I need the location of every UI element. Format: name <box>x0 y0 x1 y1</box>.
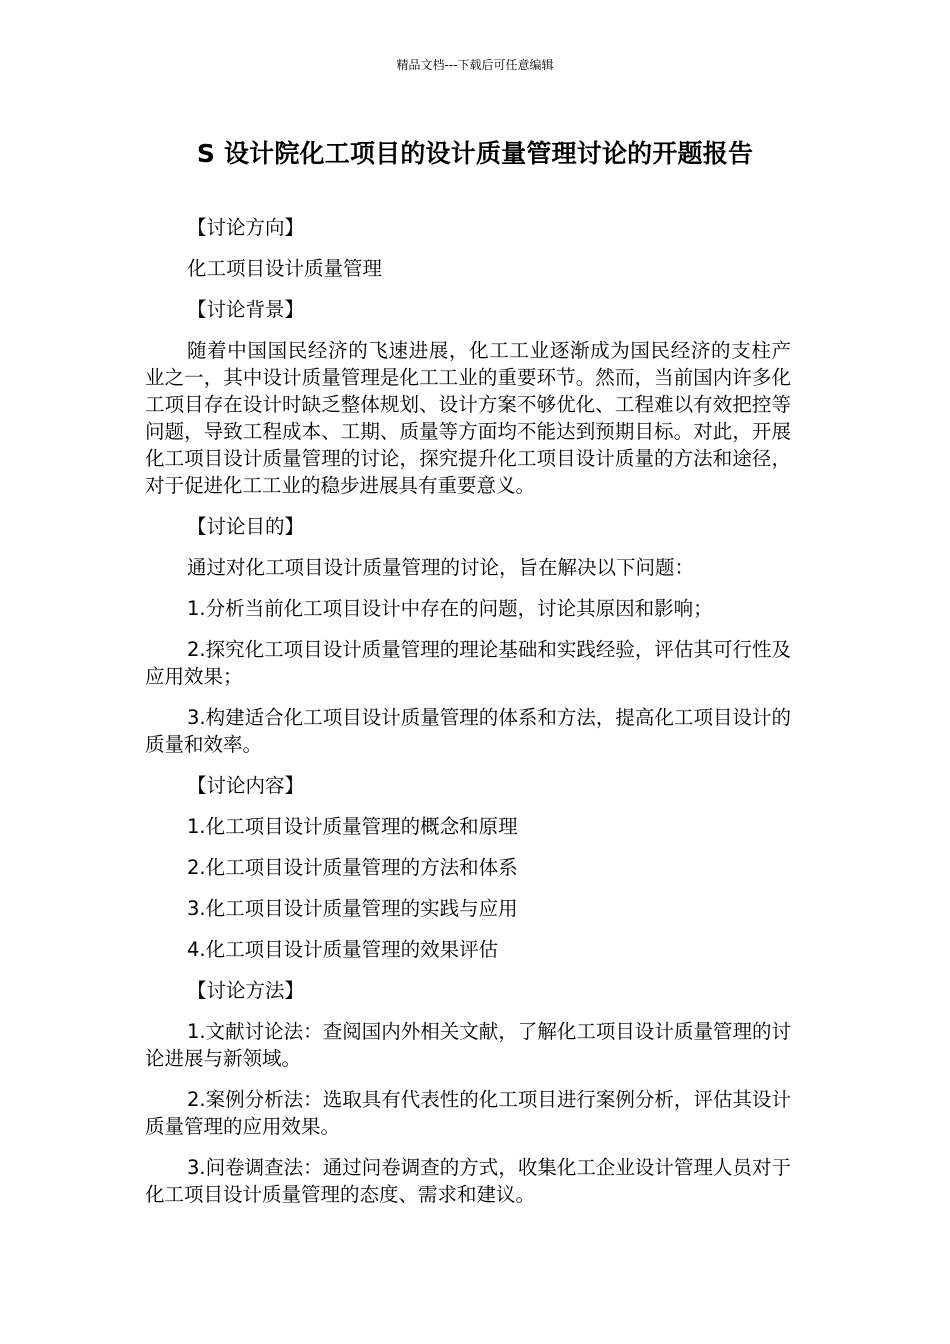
section-heading-methods: 【讨论方法】 <box>187 979 305 1002</box>
page-header: 精品文档---下载后可任意编辑 <box>396 58 554 72</box>
list-item: 3.构建适合化工项目设计质量管理的体系和方法，提高化工项目设计的质量和效率。 <box>145 706 791 756</box>
section-heading-content: 【讨论内容】 <box>187 774 305 797</box>
paragraph: 随着中国国民经济的飞速进展，化工工业逐渐成为国民经济的支柱产业之一，其中设计质量管理是化工工业的重要环节。然而，当前国内许多化工项目存在设计时缺乏整体规划、设计方案不够优化、工程难以有效把控等问题，导致工程成本、工期、质量等方面均不能达到预期目标。对此，开展化工项目设计质量管理的讨论，探究提升化工项目设计质量的方法和途径，对于促进化工工业的稳步进展具有重要意义。 <box>145 339 791 497</box>
list-item: 2.化工项目设计质量管理的方法和体系 <box>187 856 518 879</box>
list-item: 2.案例分析法：选取具有代表性的化工项目进行案例分析，评估其设计质量管理的应用效果。 <box>145 1088 791 1138</box>
list-item: 3.化工项目设计质量管理的实践与应用 <box>187 897 518 920</box>
section-heading-direction: 【讨论方向】 <box>187 216 305 239</box>
list-item: 4.化工项目设计质量管理的效果评估 <box>187 938 499 961</box>
list-item: 2.探究化工项目设计质量管理的理论基础和实践经验，评估其可行性及应用效果； <box>145 638 791 688</box>
list-item: 1.文献讨论法：查阅国内外相关文献，了解化工项目设计质量管理的讨论进展与新领域。 <box>145 1020 791 1070</box>
paragraph: 化工项目设计质量管理 <box>187 257 383 280</box>
list-item: 1.分析当前化工项目设计中存在的问题，讨论其原因和影响； <box>187 597 713 620</box>
list-item: 3.问卷调查法：通过问卷调查的方式，收集化工企业设计管理人员对于化工项目设计质量管理的态度、需求和建议。 <box>145 1156 791 1206</box>
document-body <box>145 214 791 1222</box>
list-item: 1.化工项目设计质量管理的概念和原理 <box>187 815 518 838</box>
paragraph: 通过对化工项目设计质量管理的讨论，旨在解决以下问题： <box>187 556 695 579</box>
section-heading-purpose: 【讨论目的】 <box>187 515 305 538</box>
document-title: S 设计院化工项目的设计质量管理讨论的开题报告 <box>196 139 754 168</box>
section-heading-background: 【讨论背景】 <box>187 298 305 321</box>
